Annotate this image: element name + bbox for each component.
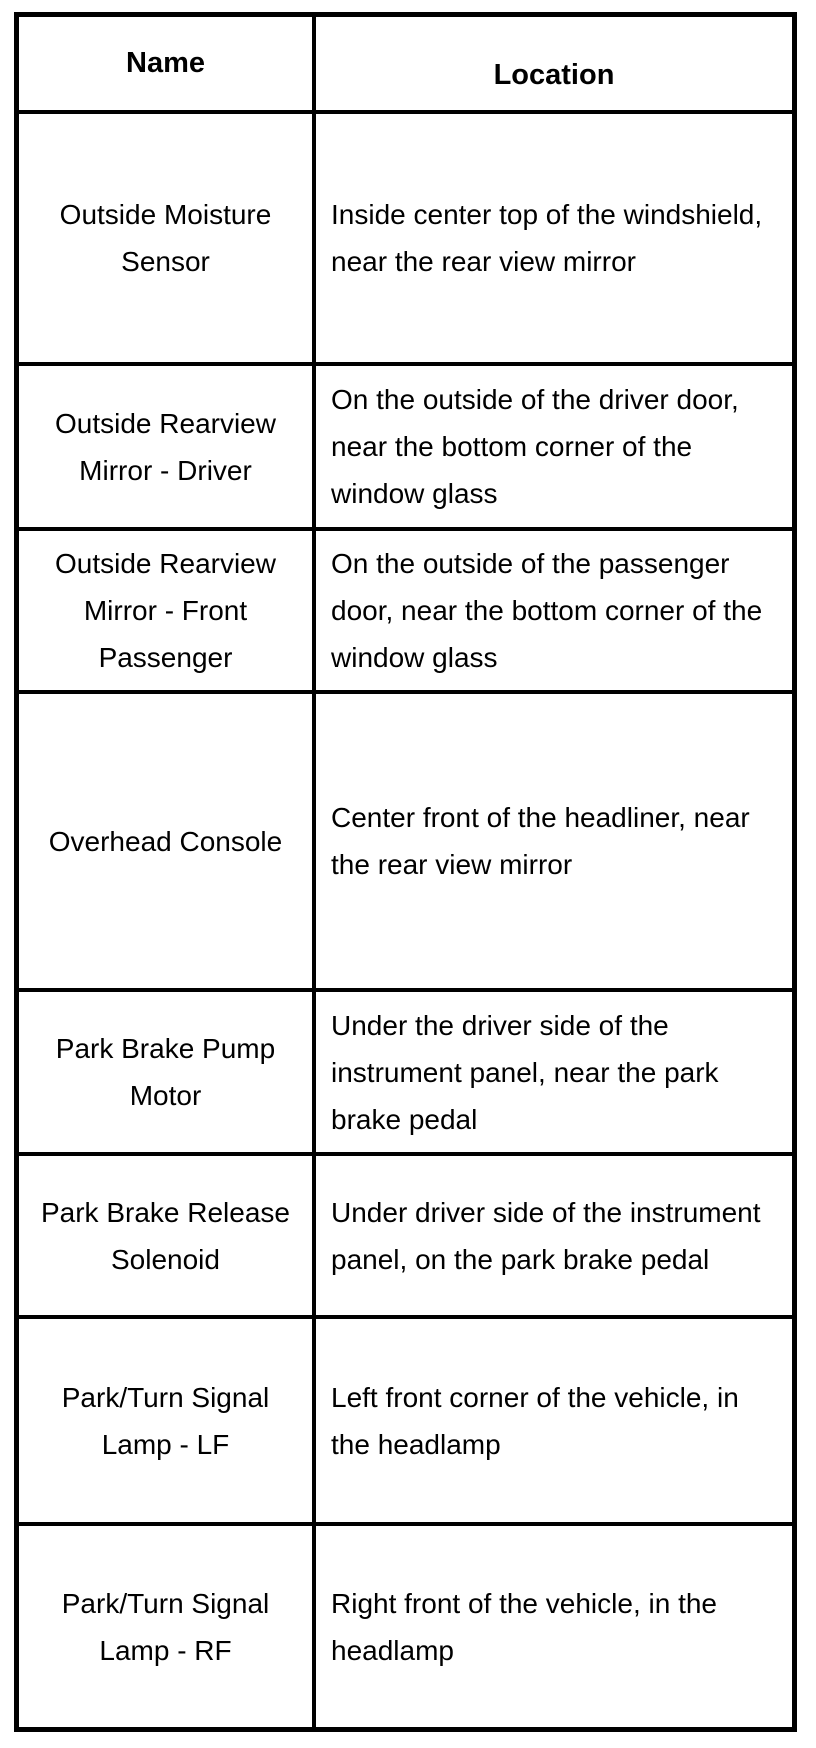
location-text: Left front corner of the vehicle, in the headlamp xyxy=(331,1381,739,1460)
name-cell xyxy=(19,992,316,1152)
table-header-row xyxy=(19,17,792,114)
location-cell xyxy=(316,992,792,1152)
location-text: On the outside of the passenger door, near the bottom corner of the window glass xyxy=(331,548,763,673)
header-name-label: Name xyxy=(126,47,205,79)
name-text: Outside Rearview Mirror - Driver xyxy=(55,407,276,486)
name-text: Outside Rearview Mirror - Front Passenger xyxy=(55,548,276,673)
location-text: Inside center top of the windshield, near the rear view mirror xyxy=(331,199,763,277)
table-row xyxy=(19,1319,792,1526)
name-text: Park Brake Pump Motor xyxy=(55,1033,276,1111)
name-cell xyxy=(19,1319,316,1522)
header-name xyxy=(19,17,316,110)
header-location xyxy=(316,17,792,110)
location-text: Right front of the vehicle, in the headlamp xyxy=(331,1587,717,1666)
table-row xyxy=(19,1156,792,1319)
location-text: Center front of the headliner, near the rear view mirror xyxy=(331,802,750,880)
location-cell xyxy=(316,694,792,988)
location-cell xyxy=(316,366,792,527)
name-cell xyxy=(19,366,316,527)
name-cell xyxy=(19,531,316,690)
location-cell xyxy=(316,1319,792,1522)
table-row xyxy=(19,366,792,531)
name-text: Overhead Console xyxy=(48,825,283,857)
location-cell xyxy=(316,1156,792,1315)
location-text: Under driver side of the instrument panel, on the park brake pedal xyxy=(331,1196,761,1275)
name-cell xyxy=(19,114,316,362)
table-row xyxy=(19,114,792,366)
name-text: Park/Turn Signal Lamp - LF xyxy=(61,1381,270,1460)
table-row xyxy=(19,992,792,1156)
location-cell xyxy=(316,531,792,690)
location-text: Under the driver side of the instrument panel, near the park brake pedal xyxy=(331,1009,719,1135)
name-text: Park/Turn Signal Lamp - RF xyxy=(61,1587,270,1666)
table-row xyxy=(19,1526,792,1727)
table-row xyxy=(19,531,792,694)
location-text: On the outside of the driver door, near the bottom corner of the window glass xyxy=(331,384,739,509)
name-cell xyxy=(19,694,316,988)
name-cell xyxy=(19,1156,316,1315)
location-cell xyxy=(316,1526,792,1727)
table-row xyxy=(19,694,792,992)
name-cell xyxy=(19,1526,316,1727)
location-cell xyxy=(316,114,792,362)
component-location-table xyxy=(14,12,797,1732)
name-text: Park Brake Release Solenoid xyxy=(40,1196,290,1275)
header-location-label: Location xyxy=(493,59,615,91)
name-text: Outside Moisture Sensor xyxy=(59,199,272,277)
